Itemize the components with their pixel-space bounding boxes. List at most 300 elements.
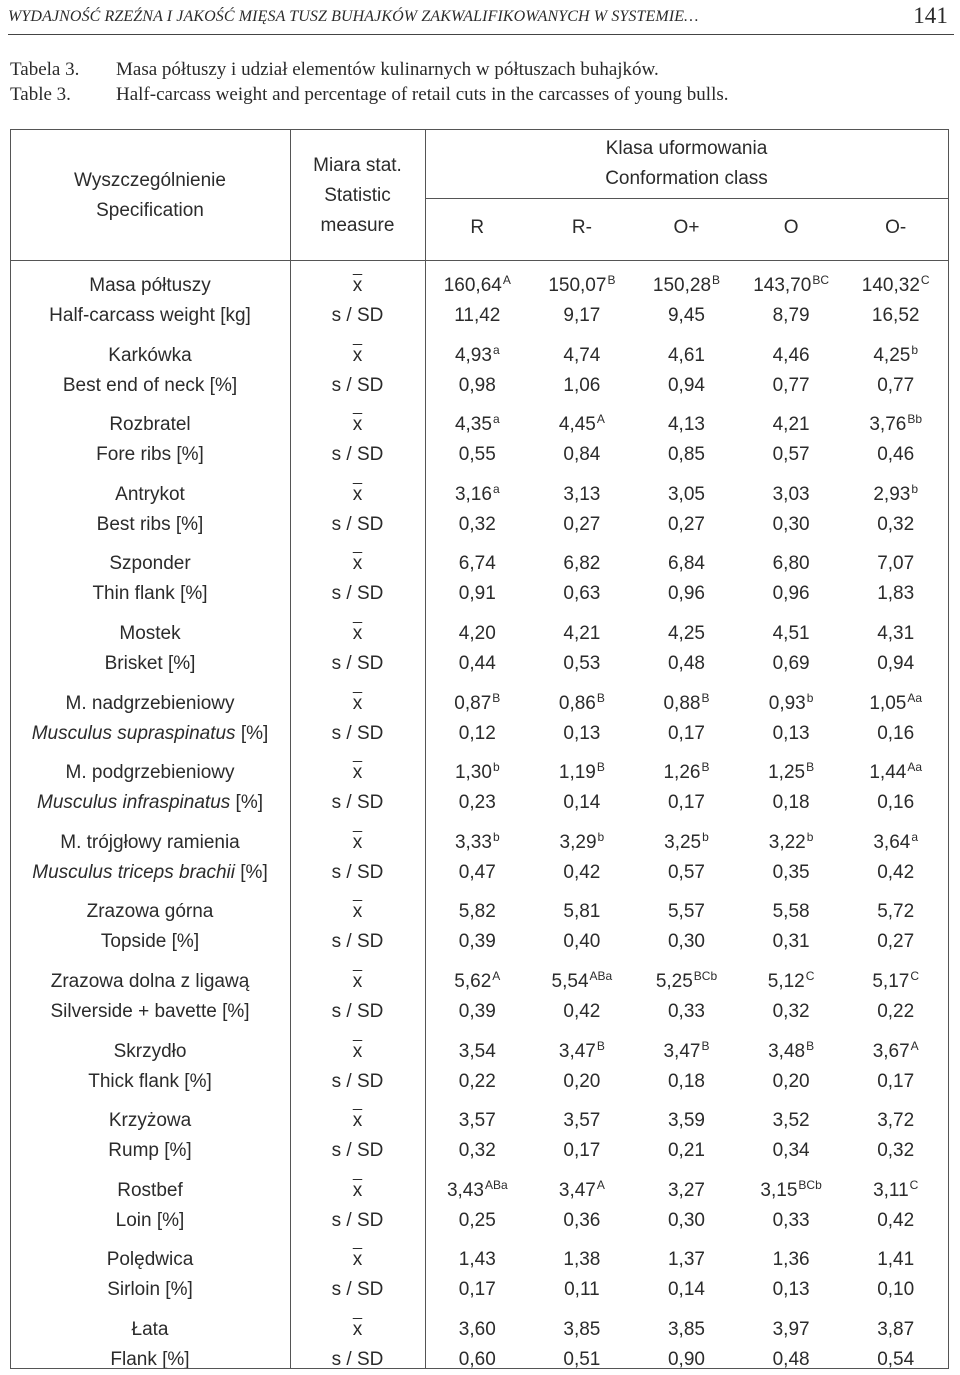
sd-value: 9,45 <box>667 305 705 326</box>
mean-value <box>634 689 739 720</box>
sd-value: 0,44 <box>458 653 496 674</box>
mean-value-number: 150,07 <box>548 275 607 296</box>
mean-value-number: 5,62 <box>454 971 492 992</box>
stat-sd-label: s / SD <box>331 1070 384 1092</box>
mean-symbol: $\overline{x}$ <box>352 1179 363 1201</box>
row-label-pl: Polędwica <box>106 1249 194 1271</box>
mean-value-number: 5,57 <box>667 901 705 923</box>
mean-value-number: 0,88 <box>663 692 701 714</box>
mean-value-number: 3,54 <box>458 1040 496 1062</box>
sd-value: 0,42 <box>563 861 601 883</box>
mean-symbol: $\overline{x}$ <box>352 553 363 575</box>
stat-mean-label <box>290 1037 425 1067</box>
mean-value <box>530 897 635 927</box>
sd-value: 0,48 <box>772 1349 810 1370</box>
mean-value <box>739 1245 844 1275</box>
sd-value: 0,91 <box>458 583 496 605</box>
significance-letter: B <box>701 1038 710 1053</box>
sd-value: 11,42 <box>454 305 501 326</box>
stat-sd-label: s / SD <box>331 305 384 326</box>
stat-mean-label <box>290 967 425 997</box>
mean-value <box>425 1176 530 1207</box>
mean-value-number: 3,76 <box>869 414 907 436</box>
mean-value-number: 3,52 <box>772 1110 810 1132</box>
mean-value <box>739 689 844 720</box>
mean-value-number: 5,81 <box>563 901 601 923</box>
sd-value: 0,39 <box>458 931 496 953</box>
stat-mean-label <box>290 341 425 371</box>
sd-value: 0,27 <box>563 513 601 535</box>
class-header-0: R <box>470 217 485 238</box>
mean-value-number: 0,86 <box>558 692 596 714</box>
sd-value: 0,10 <box>877 1279 915 1301</box>
mean-value <box>739 341 844 371</box>
row-label-en <box>10 440 290 470</box>
row-label-pl: Szponder <box>109 553 191 575</box>
row-label-pl: M. podgrzebieniowy <box>65 762 235 784</box>
class-header-2: O+ <box>673 217 700 238</box>
stat-mean-label <box>290 480 425 510</box>
row-label-en <box>10 1345 290 1375</box>
mean-value <box>634 1037 739 1068</box>
mean-value <box>530 410 635 441</box>
mean-value <box>739 1315 844 1345</box>
significance-letter: B <box>701 760 710 775</box>
sd-value: 0,30 <box>772 513 810 535</box>
mean-symbol: $\overline{x}$ <box>352 344 363 366</box>
mean-value-number: 6,74 <box>458 553 496 575</box>
row-label-en-text: Fore ribs [%] <box>96 444 204 466</box>
sd-value: 0,40 <box>563 931 601 953</box>
row-label-en-text: Sirloin [%] <box>107 1279 193 1301</box>
mean-value <box>634 341 739 371</box>
sd-value: 0,14 <box>667 1279 705 1301</box>
stat-mean-label <box>290 619 425 649</box>
data-table <box>10 129 948 1369</box>
row-label-pl: Łata <box>131 1319 169 1340</box>
significance-letter: Bb <box>907 412 923 427</box>
class-header-4: O- <box>885 217 907 238</box>
sd-value: 0,48 <box>667 653 705 674</box>
significance-letter: B <box>701 690 710 705</box>
caption-label-pl: Tabela 3. <box>10 59 80 80</box>
stat-sd-label: s / SD <box>331 1001 384 1022</box>
mean-value <box>739 271 844 302</box>
mean-value <box>425 619 530 649</box>
mean-value <box>843 549 948 579</box>
mean-value-number: 0,93 <box>768 692 806 714</box>
mean-value <box>843 1106 948 1136</box>
stat-sd-label: s / SD <box>331 513 384 535</box>
mean-value-number: 4,93 <box>454 344 492 366</box>
mean-value <box>634 619 739 649</box>
mean-value <box>530 967 635 998</box>
mean-value <box>739 758 844 789</box>
row-label-pl: Masa półtuszy <box>89 275 211 296</box>
row-label-en-text: Best ribs [%] <box>96 513 204 535</box>
significance-letter: a <box>492 412 500 427</box>
mean-value-number: 3,47 <box>558 1179 596 1201</box>
table-border-bottom <box>10 1368 948 1369</box>
mean-value <box>425 480 530 511</box>
mean-value-number: 3,43 <box>446 1179 484 1201</box>
stat-sd-label: s / SD <box>331 1140 384 1162</box>
significance-letter: b <box>597 829 605 844</box>
row-label-pl: Skrzydło <box>113 1040 187 1062</box>
sd-value: 0,42 <box>563 1001 601 1022</box>
header-bottom-rule <box>10 260 948 261</box>
row-label-en-unit: [%] <box>235 722 269 744</box>
mean-value-number: 3,27 <box>667 1179 705 1201</box>
mean-symbol: $\overline{x}$ <box>352 1249 363 1271</box>
row-label-en-text: Thick flank [%] <box>88 1070 212 1092</box>
sd-value: 0,53 <box>563 653 601 674</box>
significance-letter: A <box>596 412 605 427</box>
sd-value: 0,96 <box>667 583 705 605</box>
mean-value-number: 3,85 <box>667 1319 705 1340</box>
significance-letter: B <box>596 1038 605 1053</box>
mean-value <box>843 341 948 372</box>
mean-value-number: 6,80 <box>772 553 810 575</box>
header-spec-en: Specification <box>96 200 204 221</box>
mean-value-number: 3,72 <box>877 1110 915 1132</box>
mean-symbol: $\overline{x}$ <box>352 1040 363 1062</box>
mean-value-number: 1,37 <box>667 1249 705 1271</box>
class-header-3: O <box>783 217 799 238</box>
header-class-pl: Klasa uformowania <box>605 138 768 159</box>
mean-value <box>425 549 530 579</box>
row-label-en <box>10 510 290 540</box>
sd-value: 0,51 <box>563 1349 601 1370</box>
row-label-en-text: Thin flank [%] <box>92 583 208 605</box>
stat-sd-label: s / SD <box>331 861 384 883</box>
row-label-pl: Zrazowa dolna z ligawą <box>50 971 250 992</box>
significance-letter: b <box>492 829 500 844</box>
row-label-en <box>10 1206 290 1236</box>
mean-value-number: 7,07 <box>877 553 915 575</box>
significance-letter: b <box>806 829 814 844</box>
mean-value-number: 4,21 <box>563 623 601 644</box>
sd-value: 0,12 <box>458 722 496 744</box>
significance-letter: B <box>596 760 605 775</box>
stat-sd-label: s / SD <box>331 653 384 674</box>
stat-mean-label <box>290 1315 425 1345</box>
mean-value <box>843 619 948 649</box>
mean-value-number: 4,35 <box>454 414 492 436</box>
stat-sd-label: s / SD <box>331 1209 384 1231</box>
mean-symbol: $\overline{x}$ <box>352 831 363 853</box>
mean-value-number: 4,31 <box>877 623 915 644</box>
row-label-pl: Rostbef <box>117 1179 183 1201</box>
sd-value: 0,32 <box>877 1140 915 1162</box>
mean-value <box>634 549 739 579</box>
stat-sd-label: s / SD <box>331 444 384 466</box>
mean-value-number: 3,11 <box>873 1179 909 1201</box>
mean-value-number: 143,70 <box>753 275 812 296</box>
sd-value: 0,22 <box>877 1001 915 1022</box>
mean-value <box>843 758 948 789</box>
sd-value: 0,32 <box>458 1140 496 1162</box>
mean-value-number: 2,93 <box>873 483 911 505</box>
mean-value-number: 4,74 <box>563 344 601 366</box>
table-border-vertical <box>948 129 949 1369</box>
mean-value-number: 4,25 <box>667 623 705 644</box>
mean-symbol: $\overline{x}$ <box>352 623 363 644</box>
sd-value: 0,17 <box>563 1140 601 1162</box>
mean-value-number: 4,61 <box>667 344 705 366</box>
mean-value-number: 160,64 <box>443 275 502 296</box>
sd-value: 0,84 <box>563 444 601 466</box>
row-label-en <box>10 301 290 331</box>
sd-value: 0,36 <box>563 1209 601 1231</box>
mean-value-number: 3,48 <box>768 1040 806 1062</box>
mean-value-number: 5,72 <box>877 901 915 923</box>
mean-value-number: 3,59 <box>667 1110 705 1132</box>
sd-value: 0,13 <box>772 1279 810 1301</box>
row-label-en-text: Musculus triceps brachii <box>32 861 235 883</box>
stat-mean-label <box>290 1245 425 1275</box>
mean-value-number: 3,67 <box>872 1040 910 1062</box>
mean-value <box>843 1245 948 1275</box>
sd-value: 0,57 <box>772 444 810 466</box>
mean-value-number: 3,85 <box>563 1319 601 1340</box>
page-number: 141 <box>913 3 948 28</box>
row-label-pl: Antrykot <box>115 483 185 505</box>
mean-symbol: $\overline{x}$ <box>352 1319 363 1340</box>
significance-letter: BC <box>812 273 829 287</box>
row-label-en-text: Best end of neck [%] <box>62 374 238 396</box>
caption-label-en: Table 3. <box>10 84 71 105</box>
sd-value: 0,23 <box>458 792 496 814</box>
mean-value-number: 4,25 <box>873 344 911 366</box>
sd-value: 0,17 <box>667 792 705 814</box>
mean-value <box>739 967 844 998</box>
row-label-en-unit: [%] <box>230 792 263 814</box>
row-label-pl: Krzyżowa <box>108 1110 192 1132</box>
sd-value: 0,94 <box>877 653 915 674</box>
stat-sd-label: s / SD <box>331 931 384 953</box>
sd-value: 0,69 <box>772 653 810 674</box>
header-rule <box>8 34 954 35</box>
mean-value <box>530 758 635 789</box>
mean-value-number: 5,25 <box>655 971 693 992</box>
mean-symbol: $\overline{x}$ <box>352 1110 363 1132</box>
mean-value <box>634 828 739 859</box>
mean-value <box>530 1106 635 1136</box>
sd-value: 0,18 <box>772 792 810 814</box>
row-label-en-text: Flank [%] <box>110 1349 190 1370</box>
sd-value: 0,16 <box>877 722 915 744</box>
sd-value: 0,39 <box>458 1001 496 1022</box>
mean-value-number: 4,20 <box>458 623 496 644</box>
mean-value-number: 1,38 <box>563 1249 601 1271</box>
stat-mean-label <box>290 689 425 719</box>
significance-letter: A <box>596 1177 605 1192</box>
sd-value: 0,57 <box>667 861 705 883</box>
significance-letter: Aa <box>907 760 923 775</box>
sd-value: 0,30 <box>667 931 705 953</box>
row-label-pl: M. trójgłowy ramienia <box>60 831 240 853</box>
sd-value: 0,33 <box>667 1001 705 1022</box>
sd-value: 0,94 <box>667 374 705 396</box>
row-label-en-text: Topside [%] <box>100 931 200 953</box>
stat-sd-label: s / SD <box>331 374 384 396</box>
row-label-en <box>10 649 290 679</box>
mean-value-number: 4,51 <box>772 623 810 644</box>
mean-value <box>634 410 739 440</box>
row-label-en-text: Loin [%] <box>115 1209 185 1231</box>
mean-value <box>530 549 635 579</box>
mean-value <box>843 410 948 441</box>
sd-value: 0,77 <box>772 374 810 396</box>
row-label-en <box>10 1067 290 1097</box>
mean-symbol: $\overline{x}$ <box>352 762 363 784</box>
row-label-en <box>10 997 290 1027</box>
mean-symbol: $\overline{x}$ <box>352 414 363 436</box>
significance-letter: A <box>502 273 511 287</box>
mean-value-number: 6,84 <box>667 553 705 575</box>
mean-value-number: 5,82 <box>458 901 496 923</box>
sd-value: 1,83 <box>877 583 915 605</box>
row-label-en-text: Musculus infraspinatus <box>37 792 231 814</box>
mean-value-number: 3,22 <box>768 831 806 853</box>
sd-value: 9,17 <box>563 305 601 326</box>
significance-letter: B <box>712 273 721 287</box>
significance-letter: a <box>492 342 500 357</box>
mean-value <box>425 758 530 789</box>
mean-value-number: 5,54 <box>551 971 589 992</box>
row-label-en <box>10 719 290 749</box>
sd-value: 0,90 <box>667 1349 705 1370</box>
mean-value-number: 4,46 <box>772 344 810 366</box>
mean-value-number: 5,17 <box>872 971 910 992</box>
stat-mean-label <box>290 410 425 440</box>
stat-mean-label <box>290 828 425 858</box>
sd-value: 0,22 <box>458 1070 496 1092</box>
mean-value-number: 3,64 <box>873 831 911 853</box>
table-border-top <box>10 129 948 130</box>
row-label-en <box>10 927 290 957</box>
mean-value <box>425 341 530 372</box>
sd-value: 0,60 <box>458 1349 496 1370</box>
row-label-en-text: Half-carcass weight [kg] <box>49 305 251 326</box>
stat-sd-label: s / SD <box>331 792 384 814</box>
row-label-pl: Rozbratel <box>109 414 191 436</box>
significance-letter: A <box>910 1038 919 1053</box>
sd-value: 0,16 <box>877 792 915 814</box>
sd-value: 0,54 <box>877 1349 915 1370</box>
mean-value <box>843 1037 948 1068</box>
significance-letter: BCb <box>693 969 718 983</box>
mean-value-number: 3,25 <box>664 831 702 853</box>
mean-symbol: $\overline{x}$ <box>352 901 363 923</box>
mean-value <box>739 619 844 649</box>
table-border-vertical <box>290 129 291 1369</box>
sd-value: 0,17 <box>458 1279 496 1301</box>
mean-value <box>843 1176 948 1207</box>
mean-value <box>634 1245 739 1275</box>
stat-sd-label: s / SD <box>331 1349 384 1370</box>
sd-value: 0,17 <box>667 722 705 744</box>
significance-letter: B <box>596 690 605 705</box>
sd-value: 0,20 <box>772 1070 810 1092</box>
mean-value-number: 150,28 <box>652 275 712 296</box>
stat-mean-label <box>290 758 425 788</box>
mean-value <box>634 758 739 789</box>
header-stat-pl: Miara stat. <box>313 155 402 176</box>
sd-value: 0,32 <box>877 513 915 535</box>
sd-value: 0,11 <box>564 1279 600 1301</box>
sd-value: 0,85 <box>667 444 705 466</box>
header-stat-en2: measure <box>320 215 395 236</box>
mean-value-number: 3,29 <box>559 831 597 853</box>
significance-letter: C <box>910 969 920 983</box>
significance-letter: B <box>806 1038 815 1053</box>
sd-value: 0,42 <box>877 1209 915 1231</box>
row-label-pl: Mostek <box>119 623 181 644</box>
class-header-rule <box>425 198 948 199</box>
row-label-en <box>10 858 290 888</box>
row-label-en-text: Brisket [%] <box>104 653 196 674</box>
sd-value: 1,06 <box>563 374 601 396</box>
mean-value-number: 3,05 <box>667 483 705 505</box>
sd-value: 0,25 <box>458 1209 496 1231</box>
sd-value: 0,42 <box>877 861 915 883</box>
stat-mean-label <box>290 271 425 301</box>
mean-value <box>425 689 530 720</box>
mean-value-number: 3,87 <box>877 1319 915 1340</box>
mean-value <box>634 1106 739 1136</box>
significance-letter: Aa <box>907 690 923 705</box>
mean-value <box>634 897 739 927</box>
significance-letter: b <box>911 481 919 496</box>
mean-value-number: 1,05 <box>869 692 907 714</box>
row-label-pl: Zrazowa górna <box>86 901 214 923</box>
sd-value: 0,46 <box>877 444 915 466</box>
sd-value: 0,96 <box>772 583 810 605</box>
mean-value-number: 3,57 <box>563 1110 601 1132</box>
mean-value <box>530 341 635 371</box>
significance-letter: BCb <box>798 1177 822 1192</box>
mean-value <box>739 549 844 579</box>
mean-value <box>530 1315 635 1345</box>
significance-letter: a <box>492 481 500 496</box>
mean-value <box>843 967 948 998</box>
mean-value <box>739 1037 844 1068</box>
sd-value: 0,18 <box>667 1070 705 1092</box>
sd-value: 0,27 <box>667 513 705 535</box>
row-label-en <box>10 371 290 401</box>
mean-value <box>530 1176 635 1207</box>
mean-value-number: 1,41 <box>877 1249 915 1271</box>
row-label-en <box>10 579 290 609</box>
sd-value: 0,21 <box>667 1140 705 1162</box>
mean-symbol: $\overline{x}$ <box>352 971 363 992</box>
header-class-en: Conformation class <box>605 168 768 189</box>
mean-value-number: 1,30 <box>454 762 492 784</box>
significance-letter: C <box>920 273 930 287</box>
mean-value-number: 1,36 <box>772 1249 810 1271</box>
sd-value: 8,79 <box>772 305 810 326</box>
mean-value <box>425 828 530 859</box>
stat-mean-label <box>290 1106 425 1136</box>
sd-value: 0,20 <box>563 1070 601 1092</box>
mean-value <box>634 271 739 302</box>
mean-value <box>425 271 530 302</box>
mean-value-number: 4,45 <box>558 414 596 436</box>
mean-value <box>634 1315 739 1345</box>
mean-value-number: 3,97 <box>772 1319 810 1340</box>
